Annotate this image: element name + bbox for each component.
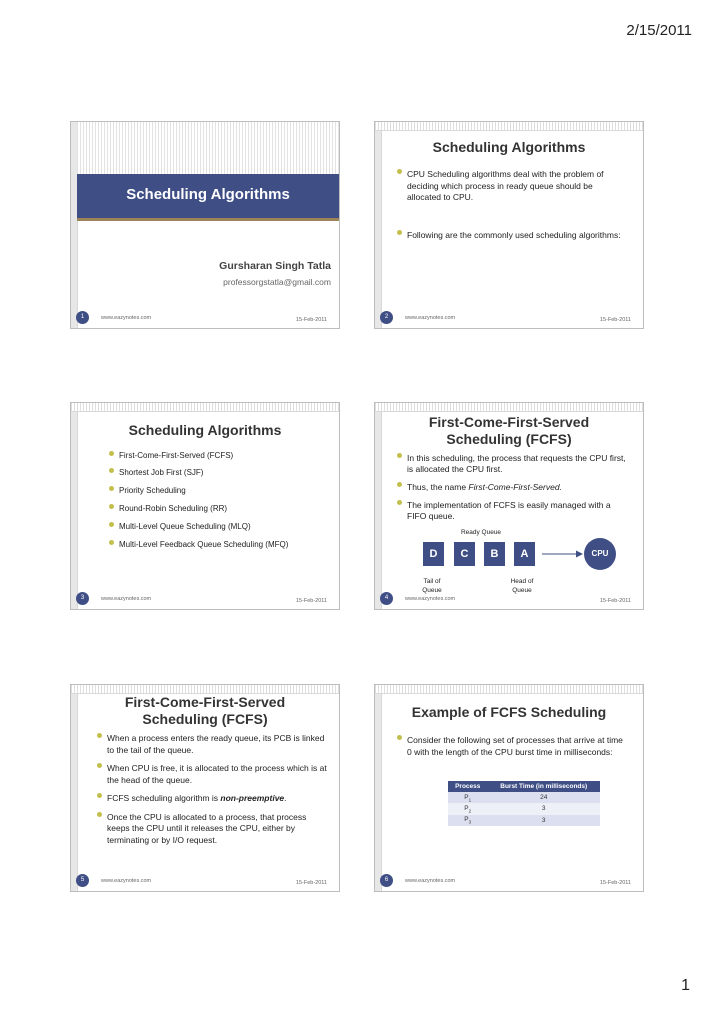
bullet-list <box>107 451 329 550</box>
footer-date: 15-Feb-2011 <box>599 880 631 886</box>
slide-4 <box>374 402 644 610</box>
bullet-item: When CPU is free, it is allocated to the process which is at the head of the queue. <box>95 763 329 786</box>
footer-date: 15-Feb-2011 <box>599 598 631 604</box>
bullet-item: Once the CPU is allocated to a process, that process keeps the CPU until it releases the CPU, either by terminating or by I/O request. <box>95 812 329 847</box>
slide-number: 6 <box>380 874 393 887</box>
slide-5 <box>70 684 340 892</box>
bullet-item: Consider the following set of processes that arrive at time 0 with the length of the CPU burst time in milliseconds: <box>395 735 629 758</box>
slide-3 <box>70 402 340 610</box>
bullet-item: Multi-Level Feedback Queue Scheduling (MFQ) <box>107 540 329 550</box>
slide-top-strip <box>71 685 339 694</box>
slide-title-line: First-Come-First-Served <box>124 694 286 710</box>
bullet-emphasis: First-Come-First-Served. <box>468 482 562 492</box>
head-of-queue-label: Head of Queue <box>510 578 534 594</box>
slide-left-strip <box>375 403 382 609</box>
slide-title-line: Scheduling (FCFS) <box>446 431 572 447</box>
queue-box-d: D <box>423 542 444 566</box>
footer-date: 15-Feb-2011 <box>295 880 327 886</box>
slide-top-strip <box>375 403 643 412</box>
bullet-emphasis: non-preemptive <box>220 793 285 803</box>
table-header: Process <box>448 781 487 792</box>
slide-number: 5 <box>76 874 89 887</box>
queue-arrow-icon <box>542 549 584 559</box>
slide-title <box>385 414 633 448</box>
slide-left-strip <box>375 122 382 328</box>
table-cell: 3 <box>487 803 600 814</box>
bullet-item: Multi-Level Queue Scheduling (MLQ) <box>107 522 329 532</box>
tail-of-queue-label: Tail of Queue <box>422 578 442 594</box>
footer-site: www.eazynotes.com <box>405 878 456 884</box>
slide-left-strip <box>375 685 382 891</box>
bullet-item: CPU Scheduling algorithms deal with the problem of deciding which process in ready queue should be allocated to CPU. <box>395 169 629 204</box>
slide-title: Scheduling Algorithms <box>128 422 282 438</box>
queue-diagram <box>423 542 538 566</box>
bullet-text: Thus, the name <box>407 482 469 492</box>
slide-title-line: First-Come-First-Served <box>428 414 590 430</box>
table-row <box>448 792 600 803</box>
process-table <box>448 781 600 826</box>
title-underline <box>77 218 339 221</box>
author-name: Gursharan Singh Tatla <box>219 260 331 272</box>
bullet-item: When a process enters the ready queue, its PCB is linked to the tail of the queue. <box>95 733 329 756</box>
bullet-item <box>95 793 329 805</box>
slide-number: 3 <box>76 592 89 605</box>
bullet-text: FCFS scheduling algorithm is <box>107 793 221 803</box>
bullet-item: Shortest Job First (SJF) <box>107 468 329 478</box>
bullet-item: Following are the commonly used scheduling algorithms: <box>395 230 629 242</box>
slide-6 <box>374 684 644 892</box>
slide-top-strip <box>71 403 339 412</box>
table-row <box>448 803 600 814</box>
bullet-list <box>395 169 629 241</box>
bullet-item: In this scheduling, the process that requests the CPU first, is allocated the CPU first. <box>395 453 629 475</box>
slide-title-line: Scheduling (FCFS) <box>142 711 268 727</box>
slide-left-strip <box>71 403 78 609</box>
bullet-item: Priority Scheduling <box>107 486 329 496</box>
slide-title: Example of FCFS Scheduling <box>411 704 607 720</box>
footer-date: 15-Feb-2011 <box>295 317 327 323</box>
slide-number: 1 <box>76 311 89 324</box>
table-header-row <box>448 781 600 792</box>
footer-site: www.eazynotes.com <box>101 596 152 602</box>
table-cell: 3 <box>487 815 600 826</box>
queue-box-c: C <box>454 542 475 566</box>
slide-number: 4 <box>380 592 393 605</box>
table-cell: $P_1$ <box>448 792 487 803</box>
slide-header-stripes <box>77 122 339 174</box>
page-date: 2/15/2011 <box>626 22 692 39</box>
footer-site: www.eazynotes.com <box>101 315 152 321</box>
bullet-item: First-Come-First-Served (FCFS) <box>107 451 329 461</box>
table-cell: $P_2$ <box>448 803 487 814</box>
slide-title: Scheduling Algorithms <box>126 186 290 203</box>
queue-box-a: A <box>514 542 535 566</box>
table-cell: $P_3$ <box>448 815 487 826</box>
footer-site: www.eazynotes.com <box>405 596 456 602</box>
footer-date: 15-Feb-2011 <box>295 598 327 604</box>
author-email: professorgstatla@gmail.com <box>223 277 331 287</box>
bullet-list <box>395 453 629 522</box>
page-number: 1 <box>681 977 690 994</box>
bullet-text-end: . <box>284 793 287 803</box>
slide-number: 2 <box>380 311 393 324</box>
slide-title: Scheduling Algorithms <box>432 139 586 155</box>
bullet-item: Round-Robin Scheduling (RR) <box>107 504 329 514</box>
table-cell: 24 <box>487 792 600 803</box>
slide-title <box>81 694 329 728</box>
cpu-circle: CPU <box>584 538 616 570</box>
ready-queue-label: Ready Queue <box>460 529 502 536</box>
footer-date: 15-Feb-2011 <box>599 317 631 323</box>
slide-top-strip <box>375 685 643 694</box>
slide-1 <box>70 121 340 329</box>
slide-left-strip <box>71 685 78 891</box>
bullet-item: The implementation of FCFS is easily managed with a FIFO queue. <box>395 500 629 522</box>
title-band <box>77 174 339 218</box>
bullet-list <box>395 735 629 758</box>
slide-top-strip <box>375 122 643 131</box>
footer-site: www.eazynotes.com <box>405 315 456 321</box>
queue-box-b: B <box>484 542 505 566</box>
slide-2 <box>374 121 644 329</box>
bullet-list <box>95 733 329 846</box>
table-row <box>448 815 600 826</box>
bullet-item <box>395 482 629 493</box>
footer-site: www.eazynotes.com <box>101 878 152 884</box>
table-header: Burst Time (in milliseconds) <box>487 781 600 792</box>
